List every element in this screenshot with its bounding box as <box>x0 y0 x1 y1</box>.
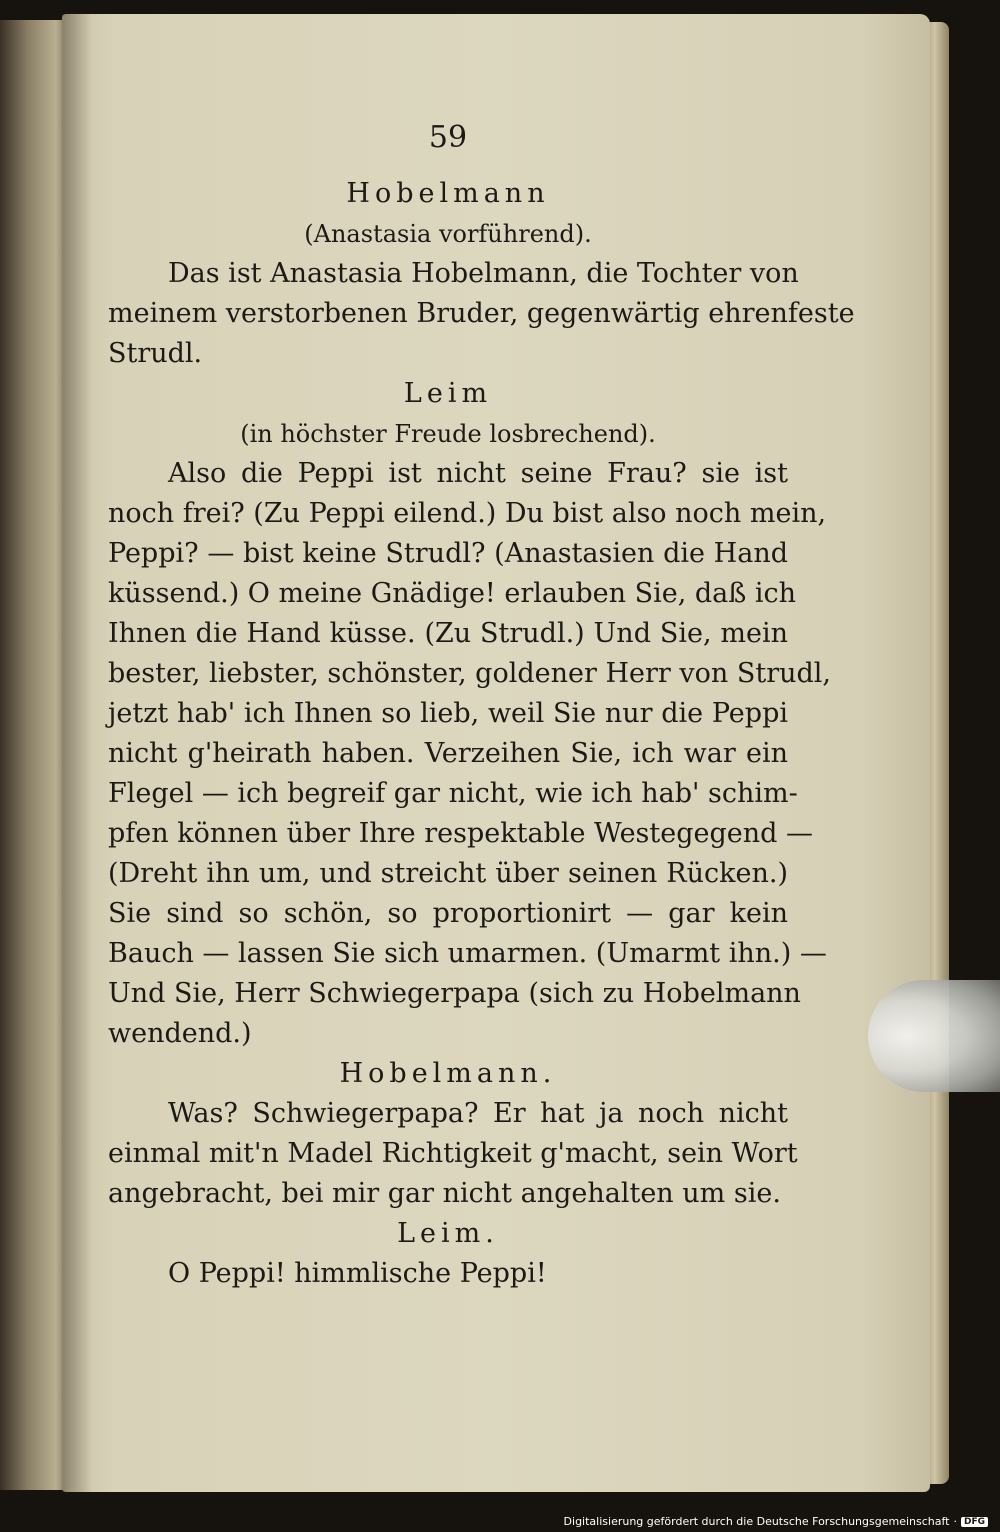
text-line: angebracht, bei mir gar nicht angehalten um sie. <box>108 1178 781 1209</box>
speaker-name: Leim. <box>397 1218 499 1249</box>
gutter-shadow <box>62 14 92 1492</box>
text-line: küssend.) O meine Gnädige! erlauben Sie, daß ich <box>108 578 797 609</box>
footer-separator: · <box>953 1515 957 1528</box>
text-line: bester, liebster, schönster, goldener Herr von Strudl, <box>108 658 832 689</box>
text-line: Also die Peppi ist nicht seine Frau? sie ist <box>168 458 788 489</box>
page-clip <box>868 980 1000 1092</box>
text-line: pfen können über Ihre respektable Westegegend — <box>108 818 814 849</box>
footer-credit <box>564 1515 988 1528</box>
text-blocks <box>108 174 855 1294</box>
left-page-edge <box>0 20 70 1490</box>
stage-direction: (Anastasia vorführend). <box>304 220 592 248</box>
text-line: Und Sie, Herr Schwiegerpapa (sich zu Hobelmann <box>108 978 801 1009</box>
text-line: Strudl. <box>108 338 203 369</box>
text-line: Flegel — ich begreif gar nicht, wie ich hab' schim- <box>108 778 798 809</box>
speaker-name: Hobelmann <box>346 178 550 209</box>
text-line: Sie sind so schön, so proportionirt — gar kein <box>108 898 788 929</box>
speaker-name: Leim <box>403 378 493 409</box>
dfg-logo-icon: DFG <box>961 1517 988 1527</box>
text-line: (Dreht ihn um, und streicht über seinen Rücken.) <box>108 858 788 889</box>
text-line: Das ist Anastasia Hobelmann, die Tochter von <box>168 258 799 289</box>
text-line: noch frei? (Zu Peppi eilend.) Du bist also noch mein, <box>108 498 827 529</box>
page-text <box>108 118 855 1294</box>
text-line: einmal mit'n Madel Richtigkeit g'macht, sein Wort <box>108 1138 798 1169</box>
text-line: Ihnen die Hand küsse. (Zu Strudl.) Und Sie, mein <box>108 618 788 649</box>
text-line: Bauch — lassen Sie sich umarmen. (Umarmt ihn.) — <box>108 938 827 969</box>
stage-direction: (in höchster Freude losbrechend). <box>240 420 656 448</box>
text-line: jetzt hab' ich Ihnen so lieb, weil Sie nur die Peppi <box>108 698 788 729</box>
text-line: meinem verstorbenen Bruder, gegenwärtig ehrenfeste <box>108 298 855 329</box>
text-line: O Peppi! himmlische Peppi! <box>168 1258 547 1289</box>
page-number: 59 <box>428 120 468 155</box>
footer-text: Digitalisierung gefördert durch die Deutsche Forschungsgemeinschaft <box>563 1515 950 1528</box>
speaker-name: Hobelmann. <box>339 1058 557 1089</box>
text-line: Peppi? — bist keine Strudl? (Anastasien die Hand <box>108 538 788 569</box>
text-line: Was? Schwiegerpapa? Er hat ja noch nicht <box>168 1098 788 1129</box>
text-line: nicht g'heirath haben. Verzeihen Sie, ich war ein <box>108 738 788 769</box>
text-line: wendend.) <box>108 1018 252 1049</box>
